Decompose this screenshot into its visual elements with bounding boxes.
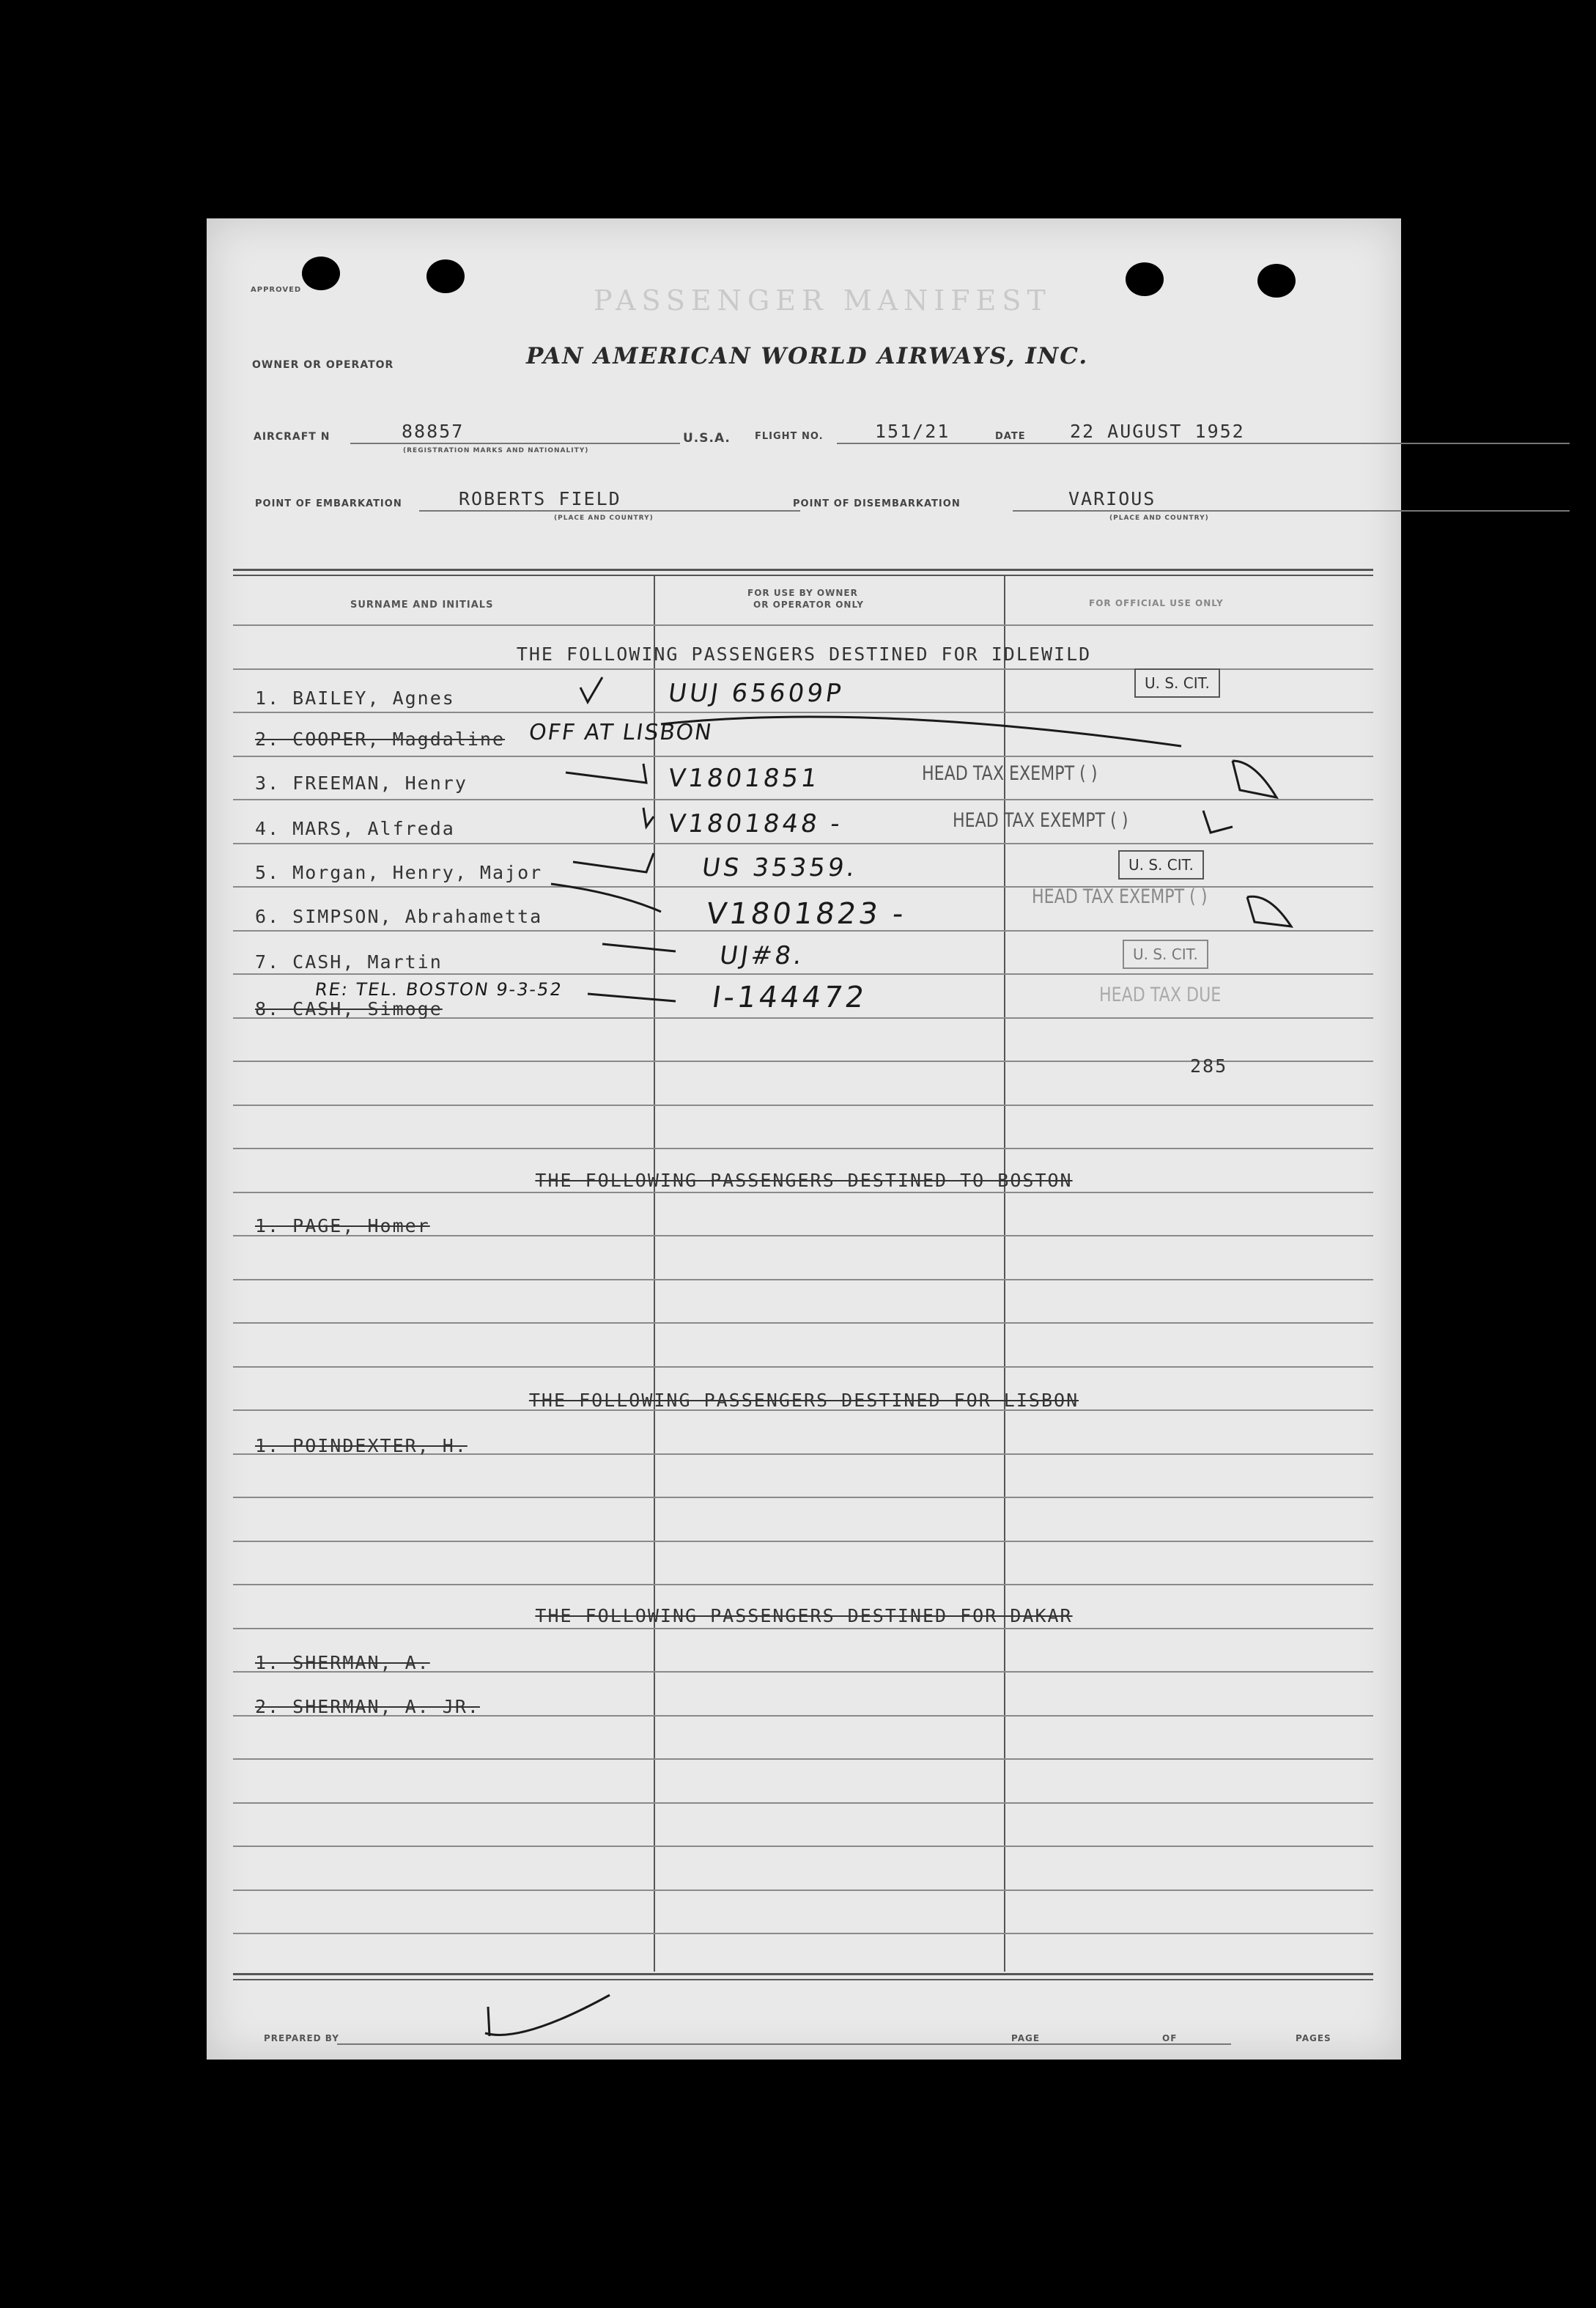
col-owner-use-2: OR OPERATOR ONLY (753, 600, 864, 610)
passenger-name: 6. SIMPSON, Abrahametta (255, 906, 543, 927)
flight-date: 22 AUGUST 1952 (1070, 421, 1245, 442)
head-tax-stamp: HEAD TAX EXEMPT ( ) (1032, 885, 1208, 908)
pages-label: PAGES (1296, 2033, 1331, 2043)
head-tax-stamp: HEAD TAX EXEMPT ( ) (953, 809, 1128, 832)
owner-note: OFF AT LISBON (527, 720, 714, 745)
passenger-name: 5. Morgan, Henry, Major (255, 862, 543, 883)
passenger-name: 1. BAILEY, Agnes (255, 687, 455, 709)
passenger-name: 2. SHERMAN, A. JR. (255, 1696, 480, 1717)
col-owner-use-1: FOR USE BY OWNER (747, 588, 858, 598)
passenger-name: 3. FREEMAN, Henry (255, 773, 468, 794)
aircraft-number: 88857 (402, 421, 465, 442)
head-tax-stamp: HEAD TAX EXEMPT ( ) (922, 762, 1098, 785)
disembarkation-point: VARIOUS (1068, 488, 1156, 509)
handwritten-checkmarks (207, 218, 1401, 2060)
col-official: FOR OFFICIAL USE ONLY (1089, 598, 1224, 608)
passenger-name: 7. CASH, Martin (255, 951, 443, 973)
aircraft-label: AIRCRAFT N (254, 431, 330, 443)
reference-number: 285 (1190, 1055, 1228, 1077)
owner-note: UJ#8. (717, 941, 807, 970)
owner-note: V1801823 - (703, 897, 909, 931)
place-caption-right: (PLACE AND COUNTRY) (1109, 515, 1209, 522)
nationality: U.S.A. (683, 431, 731, 446)
prepared-by-label: PREPARED BY (264, 2033, 339, 2043)
owner-note: V1801848 - (666, 809, 845, 838)
group-heading-lisbon: THE FOLLOWING PASSENGERS DESTINED FOR LISBON (528, 1390, 1079, 1411)
head-tax-due-stamp: HEAD TAX DUE (1099, 984, 1222, 1006)
date-label: DATE (995, 431, 1026, 442)
form-title: PASSENGER MANIFEST (594, 284, 1052, 317)
owner-note: US 35359. (700, 853, 860, 882)
flight-label: FLIGHT NO. (755, 431, 824, 442)
of-label: OF (1162, 2033, 1178, 2043)
approval-note: APPROVED (251, 286, 302, 294)
group-heading-boston: THE FOLLOWING PASSENGERS DESTINED TO BOSTON (535, 1170, 1073, 1191)
us-citizen-stamp: U. S. CIT. (1134, 668, 1220, 698)
operator-name: PAN AMERICAN WORLD AIRWAYS, INC. (526, 343, 1089, 369)
page-label: PAGE (1011, 2033, 1041, 2043)
passenger-name: 2. COOPER, Magdaline (255, 729, 506, 750)
owner-note: V1801851 (666, 764, 822, 793)
embarkation-label: POINT OF EMBARKATION (255, 498, 402, 509)
place-caption-left: (PLACE AND COUNTRY) (554, 515, 654, 522)
owner-note: I-144472 (709, 981, 870, 1014)
passenger-name: 8. CASH, Simoge (255, 998, 443, 1020)
owner-note: UUJ 65609P (666, 679, 846, 708)
registration-caption: (REGISTRATION MARKS AND NATIONALITY) (403, 447, 589, 454)
group-heading-dakar: THE FOLLOWING PASSENGERS DESTINED FOR DAKAR (535, 1605, 1073, 1626)
passenger-name: 4. MARS, Alfreda (255, 818, 455, 839)
owner-label: OWNER OR OPERATOR (252, 359, 394, 371)
group-heading-idlewild: THE FOLLOWING PASSENGERS DESTINED FOR IDLEWILD (516, 644, 1092, 665)
manifest-sheet (207, 218, 1401, 2060)
us-citizen-stamp: U. S. CIT. (1118, 850, 1204, 880)
passenger-name: 1. PAGE, Homer (255, 1215, 430, 1236)
flight-number: 151/21 (875, 421, 950, 442)
embarkation-point: ROBERTS FIELD (459, 488, 621, 509)
passenger-name: 1. POINDEXTER, H. (255, 1435, 468, 1456)
passenger-name: 1. SHERMAN, A. (255, 1652, 430, 1673)
col-surname: SURNAME AND INITIALS (350, 600, 494, 611)
disembarkation-label: POINT OF DISEMBARKATION (793, 498, 961, 509)
us-citizen-stamp: U. S. CIT. (1123, 940, 1208, 969)
handwritten-annotation: RE: TEL. BOSTON 9-3-52 (314, 979, 564, 1000)
